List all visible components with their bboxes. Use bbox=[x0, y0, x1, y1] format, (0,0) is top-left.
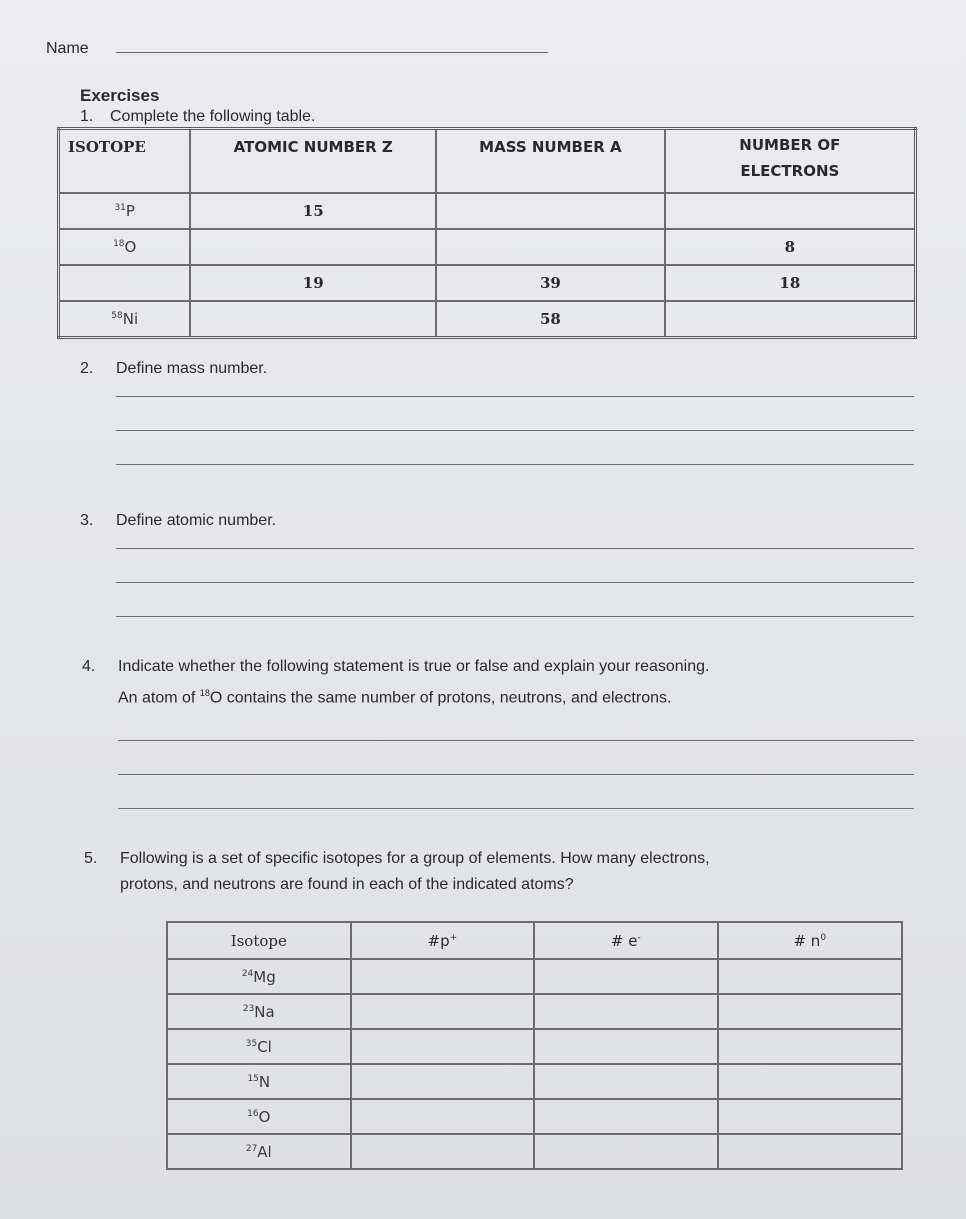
atomic-number-cell[interactable]: 15 bbox=[190, 193, 436, 229]
protons-cell[interactable] bbox=[351, 994, 535, 1029]
question-text: Following is a set of specific isotopes for a group of elements. How many electrons, bbox=[120, 850, 710, 867]
name-blank-line[interactable] bbox=[116, 52, 548, 53]
question-1 bbox=[80, 108, 315, 126]
isotope-cell[interactable] bbox=[59, 265, 191, 301]
column-header-electrons: # e- bbox=[534, 922, 717, 959]
isotope-cell: $^{35}$Cl bbox=[167, 1029, 351, 1064]
atomic-number-cell[interactable] bbox=[190, 301, 436, 338]
table-row bbox=[167, 1064, 902, 1099]
name-label: Name bbox=[46, 40, 89, 57]
answer-line[interactable] bbox=[116, 548, 914, 549]
protons-cell[interactable] bbox=[351, 959, 535, 994]
column-header-mass-number: MASS NUMBER A bbox=[436, 129, 665, 194]
neutrons-cell[interactable] bbox=[718, 1099, 902, 1134]
table-row bbox=[59, 265, 916, 301]
isotope-table bbox=[57, 127, 917, 339]
answer-line[interactable] bbox=[118, 808, 914, 809]
answer-line[interactable] bbox=[116, 616, 914, 617]
table-row bbox=[167, 959, 902, 994]
electrons-cell[interactable] bbox=[534, 1029, 717, 1064]
table-row bbox=[167, 994, 902, 1029]
question-text: Indicate whether the following statement is true or false and explain your reasoning. bbox=[118, 658, 710, 675]
question-number: 3. bbox=[80, 512, 94, 529]
atomic-number-cell[interactable] bbox=[190, 229, 436, 265]
mass-number-cell[interactable] bbox=[436, 229, 665, 265]
question-text: Define mass number. bbox=[116, 360, 268, 377]
question-statement: An atom of $^{18}$O contains the same number of protons, neutrons, and electrons. bbox=[118, 688, 672, 707]
question-number: 1. bbox=[80, 108, 94, 125]
neutrons-cell[interactable] bbox=[718, 1029, 902, 1064]
electrons-cell[interactable]: 8 bbox=[665, 229, 916, 265]
protons-cell[interactable] bbox=[351, 1064, 535, 1099]
answer-line[interactable] bbox=[118, 740, 914, 741]
answer-line[interactable] bbox=[116, 396, 914, 397]
isotope-cell: $^{27}$Al bbox=[167, 1134, 351, 1169]
subatomic-particles-table bbox=[166, 921, 903, 1170]
electrons-cell[interactable] bbox=[534, 1064, 717, 1099]
mass-number-cell[interactable] bbox=[436, 193, 665, 229]
neutrons-cell[interactable] bbox=[718, 1134, 902, 1169]
neutrons-cell[interactable] bbox=[718, 1064, 902, 1099]
table-row bbox=[59, 229, 916, 265]
isotope-cell: $^{24}$Mg bbox=[167, 959, 351, 994]
answer-line[interactable] bbox=[116, 582, 914, 583]
electrons-cell[interactable] bbox=[665, 193, 916, 229]
column-header-atomic-number: ATOMIC NUMBER Z bbox=[190, 129, 436, 194]
column-header-isotope: Isotope bbox=[167, 922, 351, 959]
answer-line[interactable] bbox=[116, 430, 914, 431]
electrons-cell[interactable]: 18 bbox=[665, 265, 916, 301]
question-number: 4. bbox=[82, 658, 96, 675]
question-3 bbox=[80, 508, 276, 534]
isotope-cell: $^{58}$Ni bbox=[59, 301, 191, 338]
table-header-row bbox=[167, 922, 902, 959]
answer-line[interactable] bbox=[118, 774, 914, 775]
question-5 bbox=[84, 846, 710, 898]
electrons-cell[interactable] bbox=[665, 301, 916, 338]
question-4 bbox=[82, 654, 709, 711]
isotope-cell: $^{15}$N bbox=[167, 1064, 351, 1099]
isotope-cell: $^{23}$Na bbox=[167, 994, 351, 1029]
question-text: Complete the following table. bbox=[110, 108, 316, 125]
electrons-cell[interactable] bbox=[534, 1099, 717, 1134]
table-row bbox=[167, 1099, 902, 1134]
protons-cell[interactable] bbox=[351, 1099, 535, 1134]
column-header-isotope: ISOTOPE bbox=[59, 129, 191, 194]
neutrons-cell[interactable] bbox=[718, 994, 902, 1029]
electrons-cell[interactable] bbox=[534, 994, 717, 1029]
table-row bbox=[59, 301, 916, 338]
isotope-cell: $^{16}$O bbox=[167, 1099, 351, 1134]
column-header-electrons: NUMBER OF ELECTRONS bbox=[665, 129, 916, 194]
table-row bbox=[167, 1134, 902, 1169]
protons-cell[interactable] bbox=[351, 1029, 535, 1064]
answer-line[interactable] bbox=[116, 464, 914, 465]
question-2 bbox=[80, 356, 267, 382]
isotope-cell: $^{31}$P bbox=[59, 193, 191, 229]
table-header-row bbox=[59, 129, 916, 194]
protons-cell[interactable] bbox=[351, 1134, 535, 1169]
electrons-cell[interactable] bbox=[534, 1134, 717, 1169]
mass-number-cell[interactable]: 39 bbox=[436, 265, 665, 301]
question-number: 5. bbox=[84, 850, 98, 867]
question-number: 2. bbox=[80, 360, 94, 377]
question-text-continued: protons, and neutrons are found in each of the indicated atoms? bbox=[120, 876, 574, 893]
question-text: Define atomic number. bbox=[116, 512, 277, 529]
electrons-cell[interactable] bbox=[534, 959, 717, 994]
column-header-neutrons: # $n^0$ bbox=[718, 922, 902, 959]
table-row bbox=[167, 1029, 902, 1064]
table-row bbox=[59, 193, 916, 229]
exercises-title: Exercises bbox=[80, 86, 160, 105]
mass-number-cell[interactable]: 58 bbox=[436, 301, 665, 338]
column-header-protons: #p+ bbox=[351, 922, 535, 959]
atomic-number-cell[interactable]: 19 bbox=[190, 265, 436, 301]
neutrons-cell[interactable] bbox=[718, 959, 902, 994]
isotope-cell: $^{18}$O bbox=[59, 229, 191, 265]
